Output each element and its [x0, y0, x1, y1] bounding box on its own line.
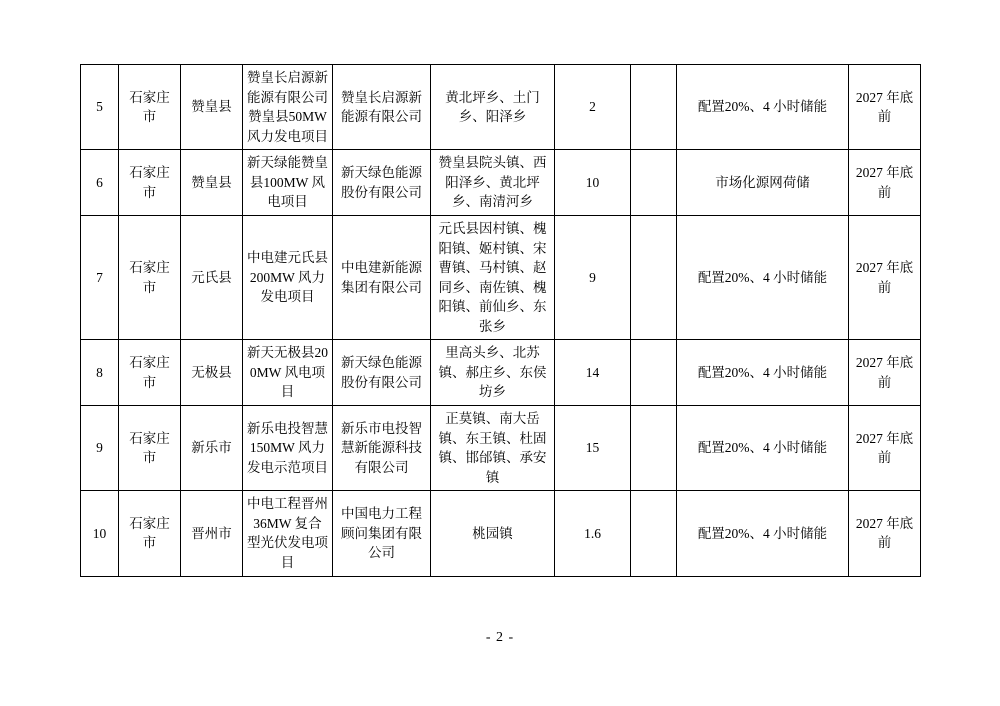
cell-scale: 14 [555, 340, 631, 406]
cell-require: 配置20%、4 小时储能 [677, 491, 849, 576]
table-row [81, 215, 921, 339]
table-row [81, 340, 921, 406]
cell-area: 正莫镇、南大岳镇、东王镇、杜固镇、邯邰镇、承安镇 [431, 406, 555, 491]
project-table-container [80, 64, 920, 577]
cell-city: 石家庄市 [119, 406, 181, 491]
page-number: - 2 - [485, 630, 515, 645]
cell-county: 新乐市 [181, 406, 243, 491]
project-table [80, 64, 921, 577]
cell-city: 石家庄市 [119, 491, 181, 576]
cell-city: 石家庄市 [119, 340, 181, 406]
cell-blank [631, 215, 677, 339]
cell-blank [631, 406, 677, 491]
cell-no: 5 [81, 65, 119, 150]
cell-scale: 10 [555, 150, 631, 216]
cell-company: 中电建新能源集团有限公司 [333, 215, 431, 339]
cell-no: 9 [81, 406, 119, 491]
cell-require: 配置20%、4 小时储能 [677, 340, 849, 406]
cell-county: 无极县 [181, 340, 243, 406]
table-row [81, 65, 921, 150]
cell-company: 中国电力工程顾问集团有限公司 [333, 491, 431, 576]
cell-project: 新天绿能赞皇县100MW 风电项目 [243, 150, 333, 216]
cell-require: 市场化源网荷储 [677, 150, 849, 216]
cell-project: 新天无极县200MW 风电项目 [243, 340, 333, 406]
cell-county: 赞皇县 [181, 150, 243, 216]
cell-no: 7 [81, 215, 119, 339]
table-row [81, 491, 921, 576]
cell-county: 元氏县 [181, 215, 243, 339]
cell-blank [631, 491, 677, 576]
cell-area: 赞皇县院头镇、西阳泽乡、黄北坪乡、南清河乡 [431, 150, 555, 216]
cell-time: 2027 年底前 [849, 215, 921, 339]
cell-no: 10 [81, 491, 119, 576]
cell-blank [631, 340, 677, 406]
cell-no: 6 [81, 150, 119, 216]
cell-scale: 15 [555, 406, 631, 491]
cell-time: 2027 年底前 [849, 150, 921, 216]
cell-blank [631, 65, 677, 150]
cell-time: 2027 年底前 [849, 65, 921, 150]
cell-city: 石家庄市 [119, 215, 181, 339]
table-row [81, 406, 921, 491]
cell-area: 桃园镇 [431, 491, 555, 576]
cell-scale: 2 [555, 65, 631, 150]
cell-no: 8 [81, 340, 119, 406]
table-row [81, 150, 921, 216]
cell-area: 里高头乡、北苏镇、郝庄乡、东侯坊乡 [431, 340, 555, 406]
cell-company: 新乐市电投智慧新能源科技有限公司 [333, 406, 431, 491]
cell-city: 石家庄市 [119, 150, 181, 216]
cell-project: 新乐电投智慧 150MW 风力发电示范项目 [243, 406, 333, 491]
cell-require: 配置20%、4 小时储能 [677, 215, 849, 339]
cell-company: 新天绿色能源股份有限公司 [333, 340, 431, 406]
cell-blank [631, 150, 677, 216]
cell-scale: 1.6 [555, 491, 631, 576]
cell-city: 石家庄市 [119, 65, 181, 150]
cell-time: 2027 年底前 [849, 491, 921, 576]
cell-require: 配置20%、4 小时储能 [677, 65, 849, 150]
cell-area: 黄北坪乡、土门乡、阳泽乡 [431, 65, 555, 150]
cell-time: 2027 年底前 [849, 340, 921, 406]
cell-require: 配置20%、4 小时储能 [677, 406, 849, 491]
cell-project: 赞皇长启源新能源有限公司赞皇县50MW 风力发电项目 [243, 65, 333, 150]
cell-county: 晋州市 [181, 491, 243, 576]
cell-project: 中电建元氏县 200MW 风力发电项目 [243, 215, 333, 339]
cell-scale: 9 [555, 215, 631, 339]
cell-project: 中电工程晋州 36MW 复合型光伏发电项目 [243, 491, 333, 576]
cell-area: 元氏县因村镇、槐阳镇、姬村镇、宋曹镇、马村镇、赵同乡、南佐镇、槐阳镇、前仙乡、东张乡 [431, 215, 555, 339]
cell-county: 赞皇县 [181, 65, 243, 150]
cell-company: 新天绿色能源股份有限公司 [333, 150, 431, 216]
cell-company: 赞皇长启源新能源有限公司 [333, 65, 431, 150]
cell-time: 2027 年底前 [849, 406, 921, 491]
